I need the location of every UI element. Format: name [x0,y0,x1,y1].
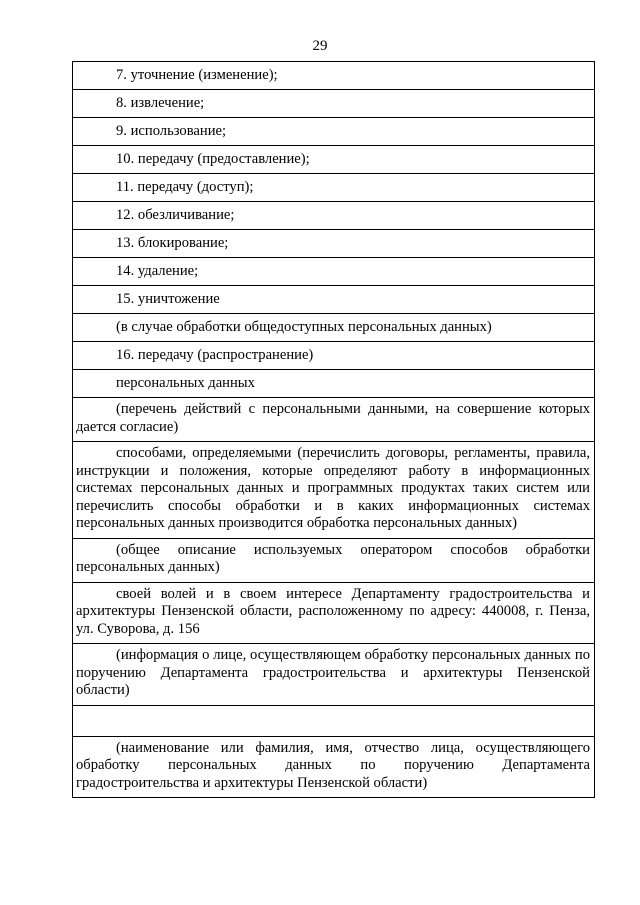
table-row [73,582,595,644]
table-cell: (перечень действий с персональными данными, на совершение которых дается согласие) [73,398,595,442]
table-row [73,230,595,258]
table-row [73,174,595,202]
table-cell: 10. передачу (предоставление); [73,146,595,174]
table-row [73,62,595,90]
table-cell: 8. извлечение; [73,90,595,118]
table-row [73,370,595,398]
table-row [73,538,595,582]
table-cell: (в случае обработки общедоступных персональных данных) [73,314,595,342]
table-cell: 11. передачу (доступ); [73,174,595,202]
table-row [73,202,595,230]
table-cell: (наименование или фамилия, имя, отчество лица, осуществляющего обработку персональных данных по поручению Департамента градостроительства и архитектуры Пензенской области) [73,736,595,798]
table-row [73,342,595,370]
table-row [73,258,595,286]
table-row [73,118,595,146]
table-cell: 15. уничтожение [73,286,595,314]
table-row [73,442,595,539]
table-cell: 9. использование; [73,118,595,146]
table-cell: 14. удаление; [73,258,595,286]
table-row [73,314,595,342]
blank-cell [73,705,595,736]
table-row [73,90,595,118]
table-cell: персональных данных [73,370,595,398]
consent-form-table [72,61,595,798]
table-row [73,705,595,736]
table-cell: 13. блокирование; [73,230,595,258]
table-row [73,286,595,314]
table-row [73,146,595,174]
table-row [73,398,595,442]
table-row [73,736,595,798]
table-cell: своей волей и в своем интересе Департаменту градостроительства и архитектуры Пензенской области, расположенному по адресу: 440008, г. Пенза, ул. Суворова, д. 156 [73,582,595,644]
table-cell: способами, определяемыми (перечислить договоры, регламенты, правила, инструкции и положения, которые определяют работу в информационных системах персональных данных и программных продуктах таких систем или перечислить способы обработки и в каких информационных системах персональных данных производится обработка персональных данных) [73,442,595,539]
page-number: 29 [312,38,328,54]
table-row [73,644,595,706]
table-cell: 7. уточнение (изменение); [73,62,595,90]
table-cell: 16. передачу (распространение) [73,342,595,370]
table-cell: (общее описание используемых оператором способов обработки персональных данных) [73,538,595,582]
table-cell: 12. обезличивание; [73,202,595,230]
table-cell: (информация о лице, осуществляющем обработку персональных данных по поручению Департамента градостроительства и архитектуры Пензенской области) [73,644,595,706]
